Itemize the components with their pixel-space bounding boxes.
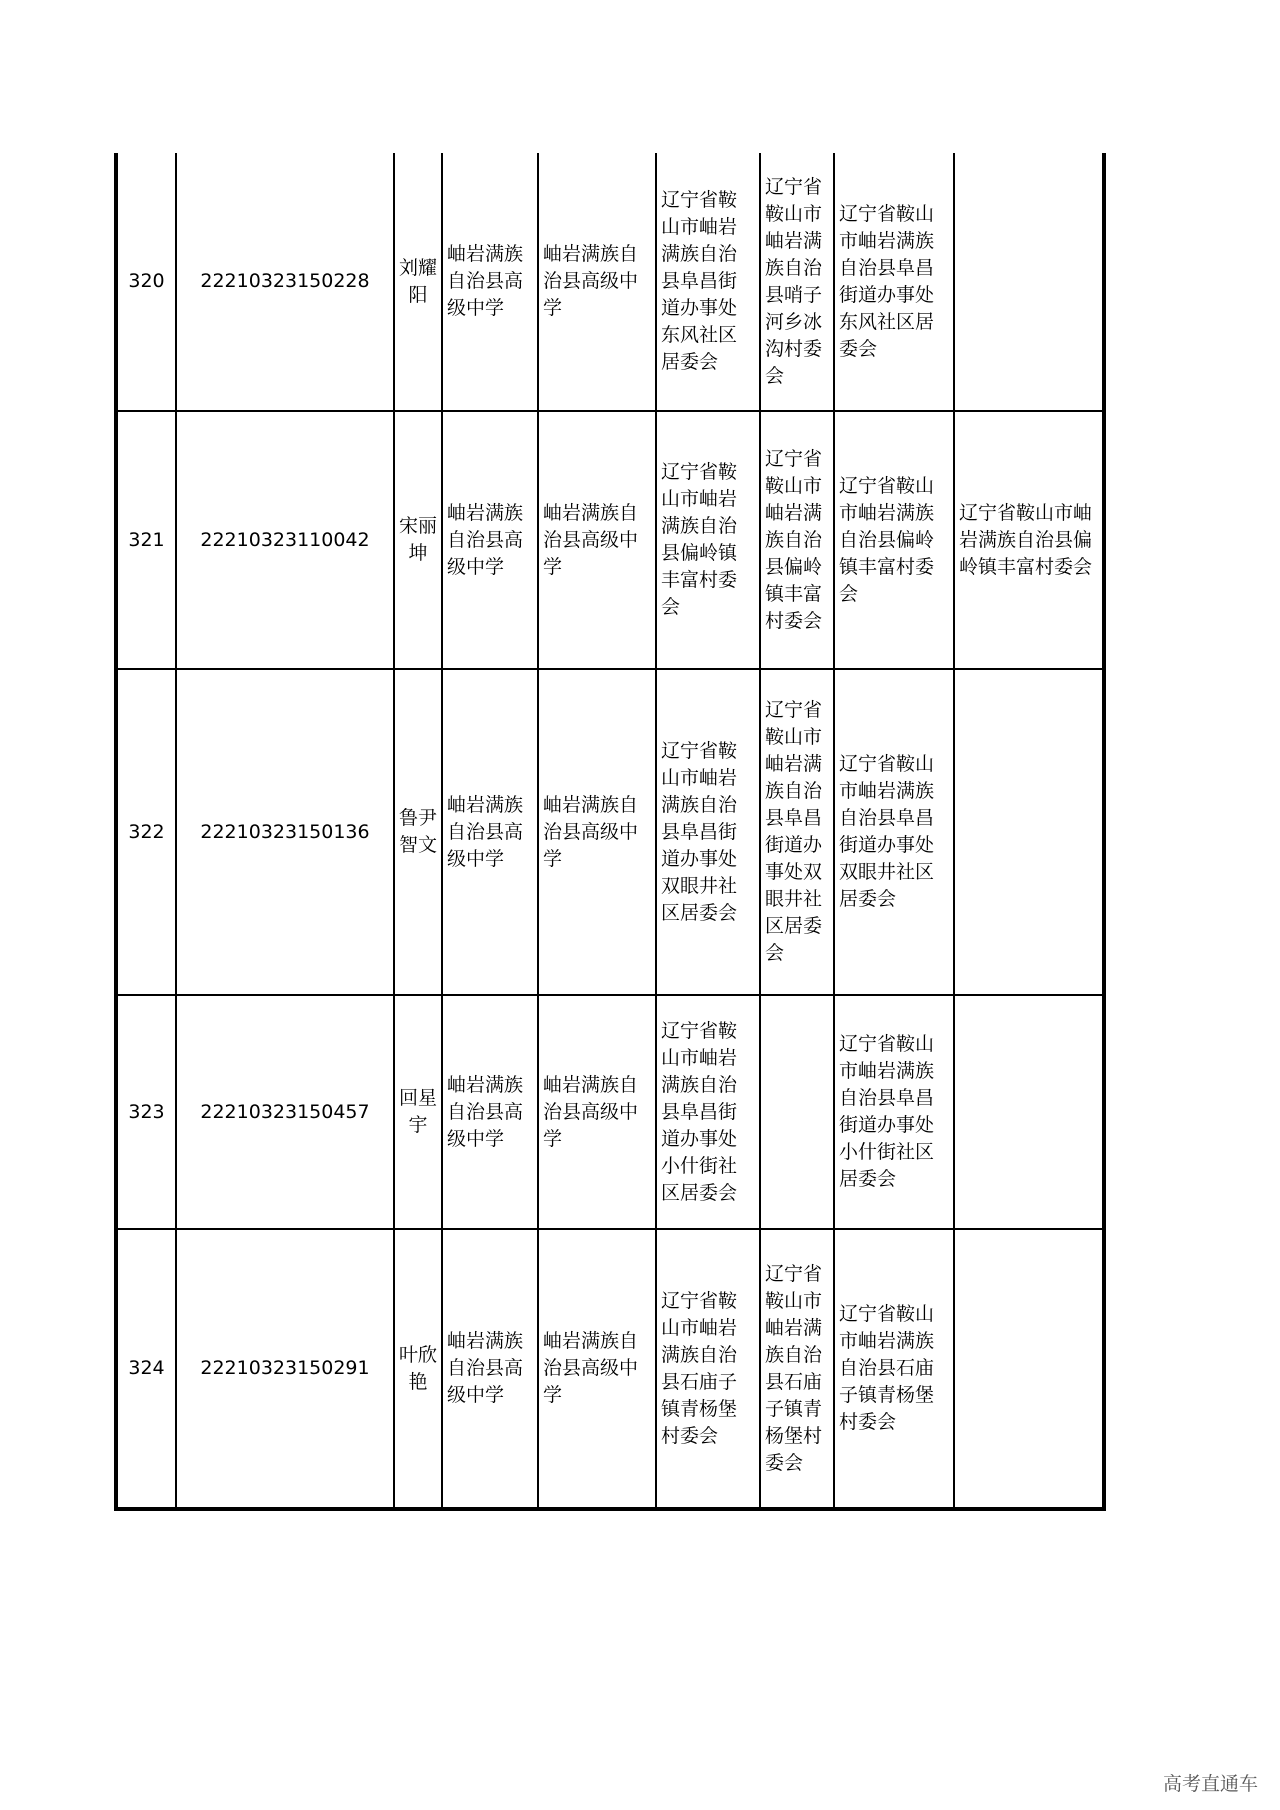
address-cell: 辽宁省鞍山市岫岩满族自治县石庙子镇青杨堡村委会 [760,1229,834,1509]
student-name-cell: 回星宇 [394,995,442,1229]
address-cell: 辽宁省鞍山市岫岩满族自治县阜昌街道办事处双眼井社区居委会 [760,669,834,995]
watermark-text: 高考直通车 [1162,1773,1258,1795]
address-cell: 辽宁省鞍山市岫岩满族自治县石庙子镇青杨堡村委会 [834,1229,954,1509]
school-cell: 岫岩满族自治县高级中学 [538,411,656,669]
school-cell: 岫岩满族自治县高级中学 [538,995,656,1229]
row-number-cell: 320 [116,153,176,411]
exam-id-cell: 22210323150228 [176,153,394,411]
student-roster-table [114,153,1106,1511]
exam-id-cell: 22210323110042 [176,411,394,669]
table-row [116,411,1104,669]
student-name-cell: 刘耀阳 [394,153,442,411]
address-cell [954,153,1104,411]
address-cell: 辽宁省鞍山市岫岩满族自治县阜昌街道办事处东风社区居委会 [834,153,954,411]
school-cell: 岫岩满族自治县高级中学 [442,153,538,411]
address-cell: 辽宁省鞍山市岫岩满族自治县哨子河乡冰沟村委会 [760,153,834,411]
school-cell: 岫岩满族自治县高级中学 [538,669,656,995]
address-cell: 辽宁省鞍山市岫岩满族自治县阜昌街道办事处小什街社区居委会 [834,995,954,1229]
exam-id-cell: 22210323150457 [176,995,394,1229]
table-row [116,153,1104,411]
row-number-cell: 323 [116,995,176,1229]
row-number-cell: 321 [116,411,176,669]
exam-id-cell: 22210323150136 [176,669,394,995]
school-cell: 岫岩满族自治县高级中学 [442,669,538,995]
student-name-cell: 宋丽坤 [394,411,442,669]
address-cell: 辽宁省鞍山市岫岩满族自治县阜昌街道办事处双眼井社区居委会 [834,669,954,995]
school-cell: 岫岩满族自治县高级中学 [538,1229,656,1509]
address-cell [954,669,1104,995]
exam-id-cell: 22210323150291 [176,1229,394,1509]
student-name-cell: 叶欣艳 [394,1229,442,1509]
address-cell: 辽宁省鞍山市岫岩满族自治县石庙子镇青杨堡村委会 [656,1229,760,1509]
address-cell: 辽宁省鞍山市岫岩满族自治县偏岭镇丰富村委会 [834,411,954,669]
table-row [116,1229,1104,1509]
address-cell: 辽宁省鞍山市岫岩满族自治县阜昌街道办事处小什街社区居委会 [656,995,760,1229]
school-cell: 岫岩满族自治县高级中学 [442,411,538,669]
school-cell: 岫岩满族自治县高级中学 [442,995,538,1229]
row-number-cell: 322 [116,669,176,995]
address-cell: 辽宁省鞍山市岫岩满族自治县阜昌街道办事处双眼井社区居委会 [656,669,760,995]
student-name-cell: 鲁尹智文 [394,669,442,995]
row-number-cell: 324 [116,1229,176,1509]
address-cell: 辽宁省鞍山市岫岩满族自治县偏岭镇丰富村委会 [954,411,1104,669]
address-cell: 辽宁省鞍山市岫岩满族自治县阜昌街道办事处东风社区居委会 [656,153,760,411]
school-cell: 岫岩满族自治县高级中学 [442,1229,538,1509]
address-cell [954,995,1104,1229]
address-cell [760,995,834,1229]
table-row [116,995,1104,1229]
address-cell [954,1229,1104,1509]
school-cell: 岫岩满族自治县高级中学 [538,153,656,411]
address-cell: 辽宁省鞍山市岫岩满族自治县偏岭镇丰富村委会 [760,411,834,669]
address-cell: 辽宁省鞍山市岫岩满族自治县偏岭镇丰富村委会 [656,411,760,669]
table-row [116,669,1104,995]
